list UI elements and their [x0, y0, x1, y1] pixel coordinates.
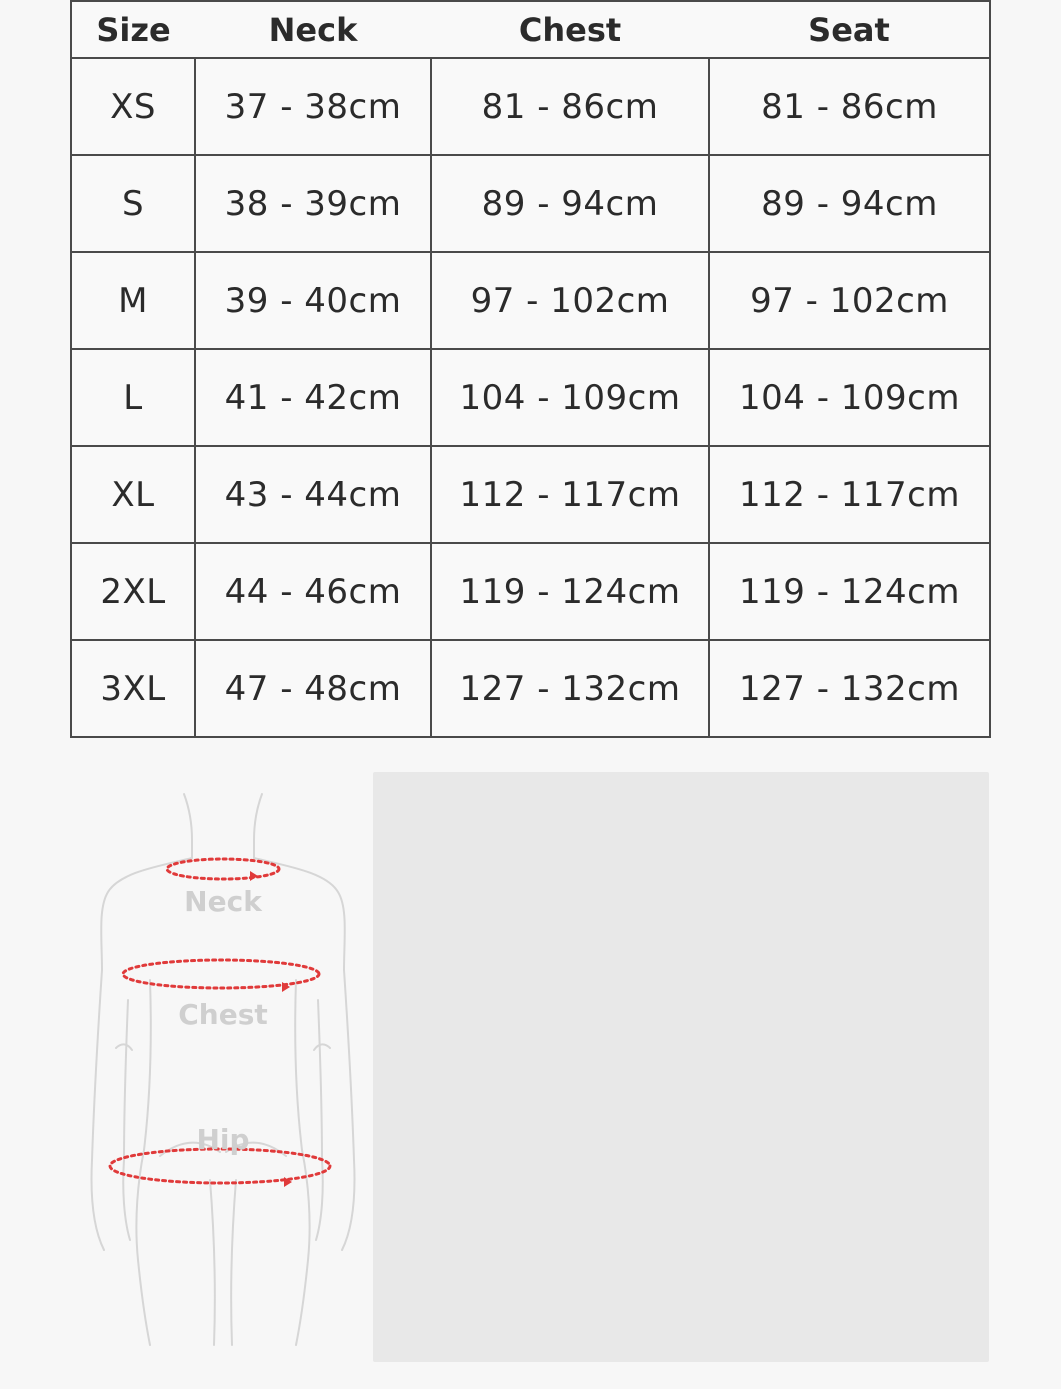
table-row — [71, 640, 990, 737]
cell-neck: 39 - 40cm — [195, 252, 431, 349]
cell-size: XL — [71, 446, 195, 543]
figure-label-chest: Chest — [178, 998, 268, 1031]
figure-label-hip: Hip — [196, 1123, 250, 1156]
table-row — [71, 58, 990, 155]
cell-seat: 112 - 117cm — [709, 446, 990, 543]
cell-seat: 127 - 132cm — [709, 640, 990, 737]
body-outline-icon — [80, 780, 370, 1350]
cell-size: L — [71, 349, 195, 446]
table-row — [71, 349, 990, 446]
header-seat: Seat — [709, 1, 990, 58]
body-measurement-figure — [80, 780, 370, 1350]
cell-chest: 89 - 94cm — [431, 155, 709, 252]
cell-size: M — [71, 252, 195, 349]
cell-chest: 97 - 102cm — [431, 252, 709, 349]
cell-neck: 41 - 42cm — [195, 349, 431, 446]
header-chest: Chest — [431, 1, 709, 58]
table-row — [71, 155, 990, 252]
table-row — [71, 252, 990, 349]
cell-neck: 47 - 48cm — [195, 640, 431, 737]
header-size: Size — [71, 1, 195, 58]
table-row — [71, 543, 990, 640]
cell-chest: 112 - 117cm — [431, 446, 709, 543]
cell-chest: 81 - 86cm — [431, 58, 709, 155]
cell-size: 2XL — [71, 543, 195, 640]
cell-chest: 119 - 124cm — [431, 543, 709, 640]
header-neck: Neck — [195, 1, 431, 58]
cell-neck: 38 - 39cm — [195, 155, 431, 252]
cell-seat: 97 - 102cm — [709, 252, 990, 349]
cell-size: S — [71, 155, 195, 252]
cell-chest: 127 - 132cm — [431, 640, 709, 737]
cell-size: XS — [71, 58, 195, 155]
cell-size: 3XL — [71, 640, 195, 737]
cell-neck: 43 - 44cm — [195, 446, 431, 543]
cell-seat: 104 - 109cm — [709, 349, 990, 446]
figure-label-neck: Neck — [184, 885, 262, 918]
table-row — [71, 446, 990, 543]
cell-seat: 119 - 124cm — [709, 543, 990, 640]
cell-chest: 104 - 109cm — [431, 349, 709, 446]
cell-seat: 89 - 94cm — [709, 155, 990, 252]
cell-neck: 44 - 46cm — [195, 543, 431, 640]
table-header-row — [71, 1, 990, 58]
cell-neck: 37 - 38cm — [195, 58, 431, 155]
blank-panel — [373, 772, 989, 1362]
cell-seat: 81 - 86cm — [709, 58, 990, 155]
size-chart-table — [70, 0, 991, 738]
